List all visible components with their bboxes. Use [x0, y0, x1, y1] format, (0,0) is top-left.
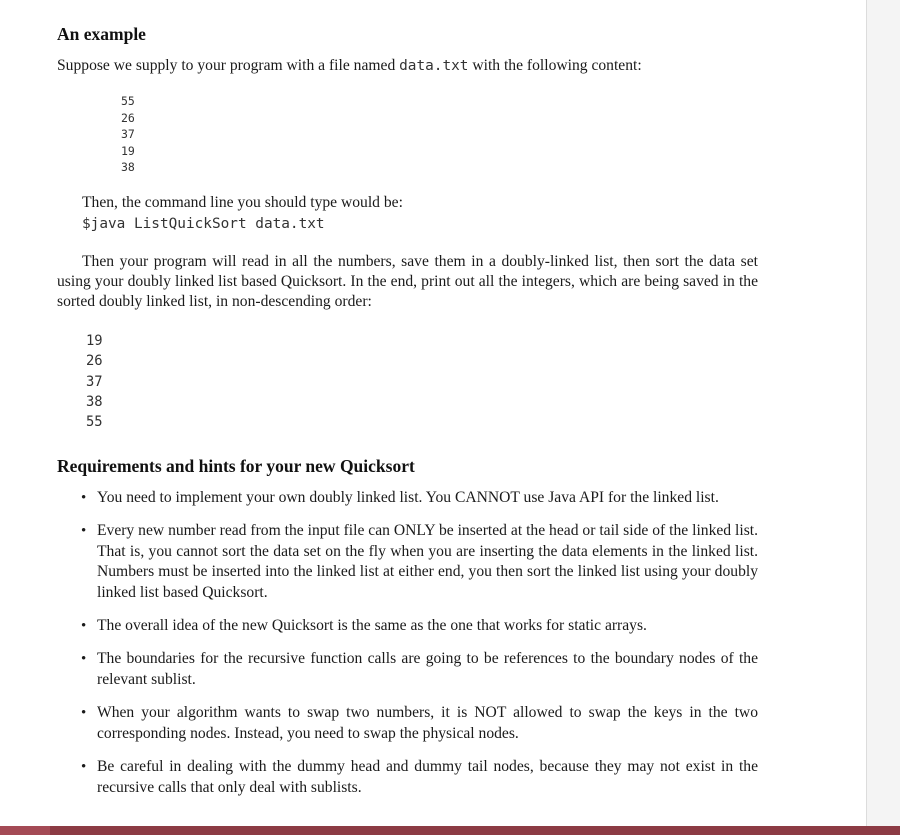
input-file-content — [121, 93, 135, 176]
requirement-text: You need to implement your own doubly linked list. You CANNOT use Java API for the linked list. — [97, 489, 719, 506]
list-item — [81, 757, 758, 798]
input-number: 38 — [121, 160, 135, 174]
input-number: 55 — [121, 94, 135, 108]
command-intro: Then, the command line you should type would be: — [82, 194, 403, 211]
requirements-heading: Requirements and hints for your new Quicksort — [57, 456, 415, 476]
output-number: 38 — [86, 393, 103, 410]
bullet-icon: • — [81, 523, 87, 539]
bullet-icon: • — [81, 490, 87, 506]
intro-filename: data.txt — [399, 58, 469, 74]
output-intro: Then your program will read in all the numbers, save them in a doubly-linked list, then sort the data set using your doubly linked list based Quicksort. In the end, print out all the integers, which are being saved in the sorted doubly linked list, in non-descending order: — [57, 253, 758, 310]
example-intro — [57, 56, 777, 76]
requirement-text: Every new number read from the input file can ONLY be inserted at the head or tail side of the linked list. That is, you cannot sort the data set on the fly when you are inserting the data elements in the linked list. Numbers must be inserted into the linked list at either end, you then sort the linked list using your doubly linked list based Quicksort. — [97, 522, 758, 601]
input-number: 37 — [121, 127, 135, 141]
bottom-bar-accent — [0, 826, 50, 835]
intro-after: with the following content: — [468, 57, 642, 74]
intro-before: Suppose we supply to your program with a file named — [57, 57, 400, 74]
output-number: 26 — [86, 353, 103, 370]
input-number: 19 — [121, 143, 135, 158]
list-item — [81, 649, 758, 690]
vertical-scrollbar[interactable] — [866, 0, 900, 826]
example-heading: An example — [57, 24, 146, 44]
bottom-bar — [0, 826, 900, 835]
requirement-text: When your algorithm wants to swap two numbers, it is NOT allowed to swap the keys in the two corresponding nodes. Instead, you need to swap the physical nodes. — [97, 704, 758, 742]
requirement-text: Be careful in dealing with the dummy head and dummy tail nodes, because they may not exist in the recursive calls that only deal with sublists. — [97, 758, 758, 796]
bullet-icon: • — [81, 618, 87, 634]
requirement-text: The boundaries for the recursive function calls are going to be references to the boundary nodes of the relevant sublist. — [97, 650, 758, 688]
output-number: 55 — [86, 414, 103, 431]
command-line: $java ListQuickSort data.txt — [82, 216, 325, 232]
list-item — [81, 703, 758, 744]
output-number: 19 — [86, 333, 103, 349]
list-item — [81, 616, 758, 637]
sorted-output — [86, 331, 103, 432]
list-item — [81, 521, 758, 603]
requirement-text: The overall idea of the new Quicksort is the same as the one that works for static arrays. — [97, 617, 647, 634]
input-number: 26 — [121, 110, 135, 125]
bullet-icon: • — [81, 705, 87, 721]
output-number: 37 — [86, 373, 103, 390]
list-item — [81, 488, 758, 509]
bullet-icon: • — [81, 651, 87, 667]
bullet-icon: • — [81, 759, 87, 775]
